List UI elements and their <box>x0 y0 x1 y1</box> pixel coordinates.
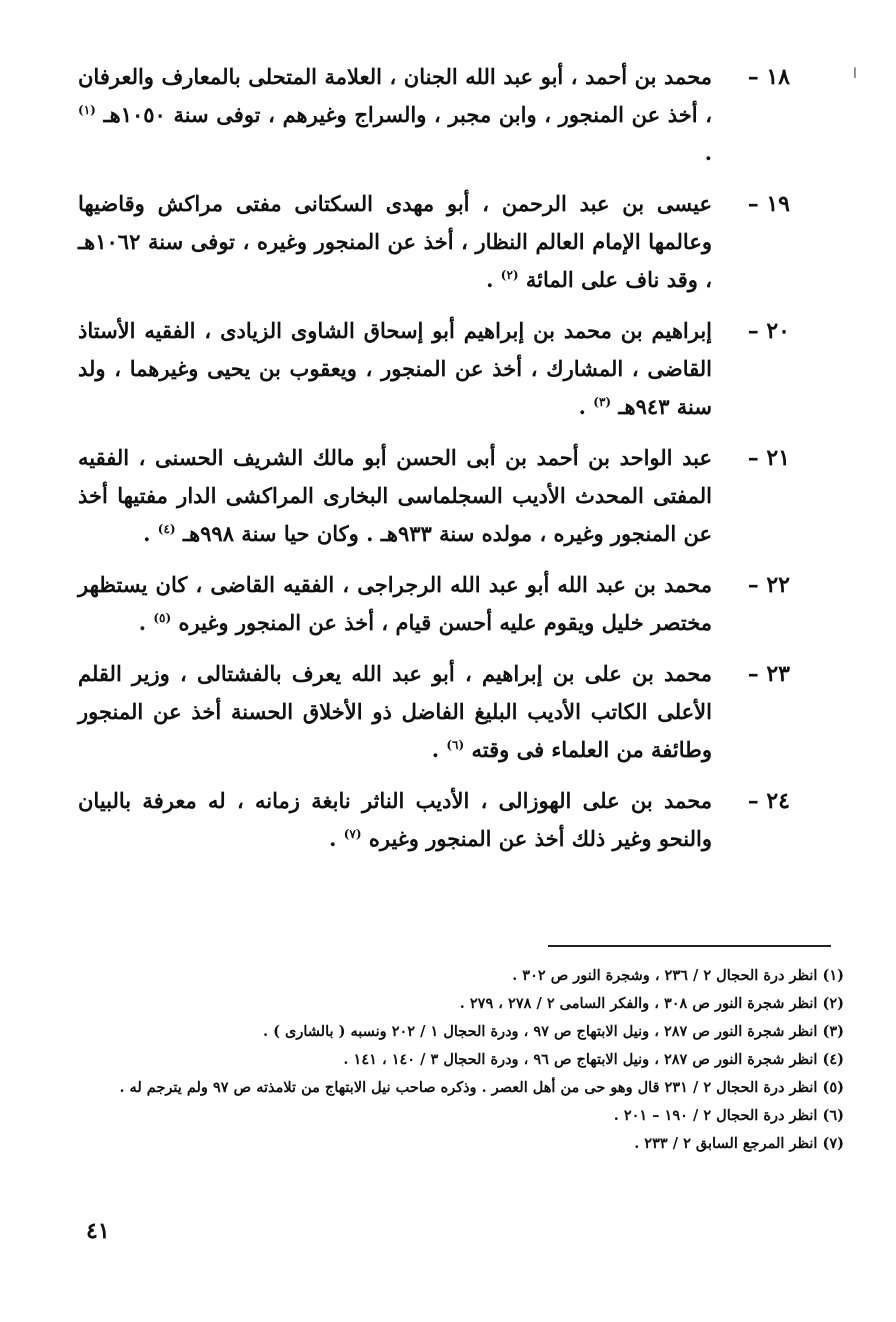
entry-body <box>78 439 712 553</box>
footnote-6: (٦) انظر درة الحجال ٢ / ١٩٠ – ٢٠١ . <box>613 1107 844 1124</box>
entry-18 <box>78 58 790 172</box>
footnote-ref[interactable]: (٤) <box>157 522 176 536</box>
entry-23 <box>78 655 790 769</box>
entry-24 <box>78 782 790 858</box>
entry-body <box>78 58 712 172</box>
entry-number: ٢١ – <box>747 445 790 471</box>
footnote-ref[interactable]: (٢) <box>500 268 519 282</box>
entry-text: محمد بن على بن إبراهيم ، أبو عبد الله يعرف بالفشتالى ، وزير القلم الأعلى الكاتب الأديب البليغ الفاضل ذو الأخلاق الحسنة أخذ عن المنجور وطائفة من العلماء فى وقته <box>78 661 712 762</box>
entry-text: محمد بن على الهوزالى ، الأديب الناثر نابغة زمانه ، له معرفة بالبيان والنحو وغير ذلك أخذ عن المنجور وغيره <box>78 788 712 851</box>
entry-number: ٢٤ – <box>747 788 790 814</box>
footnote-ref[interactable]: (٦) <box>446 738 465 752</box>
entry-end: . <box>138 610 154 635</box>
entry-body <box>78 655 712 769</box>
footnote-4: (٤) انظر شجرة النور ص ٢٨٧ ، ونيل الابتهاج ص ٩٦ ، ودرة الحجال ٣ / ١٤٠ ، ١٤١ . <box>343 1051 844 1068</box>
entry-22 <box>78 566 790 642</box>
biography-entries <box>78 58 790 871</box>
footnote-7: (٧) انظر المرجع السابق ٢ / ٢٣٣ . <box>634 1135 844 1152</box>
margin-mark: ا <box>853 66 857 82</box>
entry-text: إبراهيم بن محمد بن إبراهيم أبو إسحاق الشاوى الزيادى ، الفقيه الأستاذ القاضى ، المشارك ، أخذ عن المنجور ، ويعقوب بن يحيى وغيرهما ، ولد سنة ٩٤٣هـ <box>78 318 712 419</box>
entry-end: . <box>143 521 158 546</box>
footnote-3: (٣) انظر شجرة النور ص ٢٨٧ ، ونيل الابتهاج ص ٩٧ ، ودرة الحجال ١ / ٢٠٢ ونسبه ( بالشارى ) . <box>262 1023 844 1040</box>
entry-end: . <box>704 140 712 165</box>
entry-end: . <box>578 394 594 419</box>
footnote-ref[interactable]: (٧) <box>343 827 362 841</box>
entry-text: محمد بن أحمد ، أبو عبد الله الجنان ، العلامة المتحلى بالمعارف والعرفان ، أخذ عن المنجور ، وابن مجبر ، والسراج وغيرهم ، توفى سنة ١٠٥٠هـ <box>78 64 712 127</box>
entry-number: ٢٣ – <box>747 661 790 687</box>
entry-20 <box>78 312 790 426</box>
entry-21 <box>78 439 790 553</box>
footnote-5: (٥) انظر درة الحجال ٢ / ٢٣١ قال وهو حى من أهل العصر . وذكره صاحب نيل الابتهاج من تلامذته ص ٩٧ ولم يترجم له . <box>119 1079 844 1096</box>
entry-text: محمد بن عبد الله أبو عبد الله الرجراجى ، الفقيه القاضى ، كان يستظهر مختصر خليل ويقوم عليه أحسن قيام ، أخذ عن المنجور وغيره <box>78 572 712 635</box>
footnote-1: (١) انظر درة الحجال ٢ / ٢٣٦ ، وشجرة النور ص ٣٠٢ . <box>512 967 844 984</box>
entry-body <box>78 566 712 642</box>
entry-body <box>78 312 712 426</box>
footnote-2: (٢) انظر شجرة النور ص ٣٠٨ ، والفكر السامى ٢ / ٢٧٨ ، ٢٧٩ . <box>459 995 844 1012</box>
entry-number: ١٩ – <box>747 191 790 217</box>
footnote-ref[interactable]: (١) <box>78 103 96 117</box>
entry-number: ٢٠ – <box>747 318 790 344</box>
footnote-ref[interactable]: (٣) <box>593 395 612 409</box>
entry-end: . <box>329 826 344 851</box>
footnote-divider <box>548 945 831 947</box>
footnote-ref[interactable]: (٥) <box>153 611 172 625</box>
entry-text: عيسى بن عبد الرحمن ، أبو مهدى السكتانى مفتى مراكش وقاضيها وعالمها الإمام العالم النظار ، أخذ عن المنجور وغيره ، توفى سنة ١٠٦٢هـ ، وقد ناف على المائة <box>78 191 712 292</box>
entry-text: عبد الواحد بن أحمد بن أبى الحسن أبو مالك الشريف الحسنى ، الفقيه المفتى المحدث الأديب السجلماسى البخارى المراكشى الدار مفتيها أخذ عن المنجور وغيره ، مولده سنة ٩٣٣هـ . وكان حيا سنة ٩٩٨هـ <box>78 445 712 546</box>
entry-body <box>78 782 712 858</box>
entry-number: ١٨ – <box>747 64 790 90</box>
entry-body <box>78 185 712 299</box>
entry-number: ٢٢ – <box>747 572 790 598</box>
entry-end: . <box>486 267 501 292</box>
footnotes <box>74 962 844 1158</box>
page-number: ٤١ <box>86 1218 110 1244</box>
entry-19 <box>78 185 790 299</box>
entry-end: . <box>431 737 447 762</box>
